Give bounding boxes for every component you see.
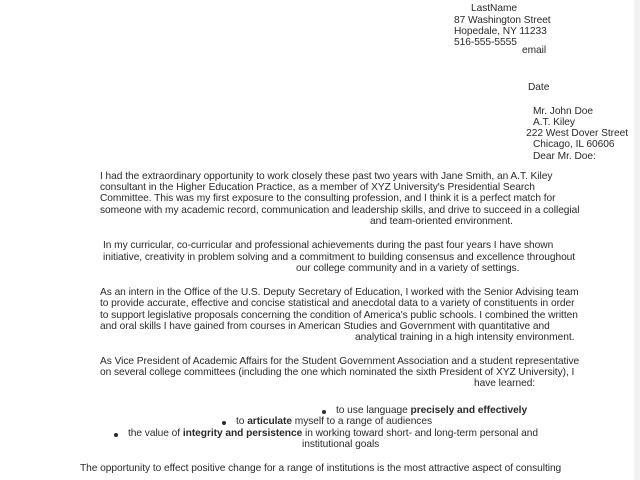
bullet-text: myself to a range of audiences: [291, 416, 433, 427]
paragraph-line: and team-oriented environment.: [370, 216, 513, 227]
recipient-street: 222 West Dover Street: [526, 128, 628, 139]
paragraph-line: analytical training in a high intensity environment.: [355, 332, 575, 343]
paragraph-line: on several college committees (including the one which nominated the sixth President of XYZ University), I: [100, 367, 575, 378]
recipient-company: A.T. Kiley: [533, 117, 575, 128]
bullet-dot: [222, 421, 226, 425]
date-label: Date: [528, 82, 550, 93]
sender-email: email: [522, 45, 547, 56]
paragraph-line: to support legislative proposals concerning the condition of America's public schools. I combined the written: [100, 310, 578, 321]
paragraph-line: In my curricular, co-curricular and professional achievements during the past four years I have shown: [103, 240, 554, 251]
sender-last-name: LastName: [471, 3, 518, 14]
bullet-item: [336, 405, 527, 416]
recipient-city: Chicago, IL 60606: [533, 139, 615, 150]
bullet-item: [236, 416, 432, 427]
bullet-text: to: [236, 416, 248, 427]
sender-city: Hopedale, NY 11233: [454, 26, 547, 37]
salutation: Dear Mr. Doe:: [533, 151, 596, 162]
page-edge: [634, 0, 640, 480]
sender-street: 87 Washington Street: [454, 15, 551, 26]
paragraph-line: initiative, creativity in problem solving and a commitment to building consensus and excellence throughout: [103, 252, 576, 263]
paragraph-line: The opportunity to effect positive change for a range of institutions is the most attractive aspect of consulting: [80, 463, 562, 474]
bullet-text: to use language: [336, 405, 411, 416]
paragraph-line: and oral skills I have gained from courses in American Studies and Government with quantitative and: [100, 321, 550, 332]
recipient-name: Mr. John Doe: [533, 106, 593, 117]
paragraph-line: As Vice President of Academic Affairs for the Student Government Association and a student representative: [100, 356, 580, 367]
bullet-emphasis: articulate: [247, 416, 292, 427]
bullet-text: in working toward short- and long-term personal and: [302, 428, 539, 439]
bullet-emphasis: integrity and persistence: [182, 428, 303, 439]
bullet-item: [128, 428, 538, 439]
sender-phone: 516-555-5555: [454, 37, 517, 48]
bullet-dot: [322, 410, 326, 414]
bullet-emphasis: precisely and effectively: [410, 405, 528, 416]
paragraph-line: our college community and in a variety of settings.: [296, 263, 520, 274]
bullet-continuation: institutional goals: [302, 439, 380, 450]
bullet-dot: [114, 433, 118, 437]
paragraph-line: consultant in the Higher Education Practice, as a member of XYZ University's Presidential Search: [100, 182, 535, 193]
paragraph-line: have learned:: [474, 378, 536, 389]
paragraph-line: Committee. This was my first exposure to the consulting profession, and I think it is a perfect match for: [100, 193, 556, 204]
paragraph-line: to provide accurate, effective and concise statistical and anecdotal data to a variety of constituents in order: [100, 298, 575, 309]
paragraph-line: I had the extraordinary opportunity to work closely these past two years with Jane Smith, an A.T. Kiley: [100, 171, 553, 182]
bullet-text: the value of: [128, 428, 183, 439]
paragraph-line: someone with my academic record, communication and leadership skills, and drive to succeed in a collegial: [100, 205, 580, 216]
paragraph-line: As an intern in the Office of the U.S. Deputy Secretary of Education, I worked with the Senior Advising team: [100, 287, 579, 298]
